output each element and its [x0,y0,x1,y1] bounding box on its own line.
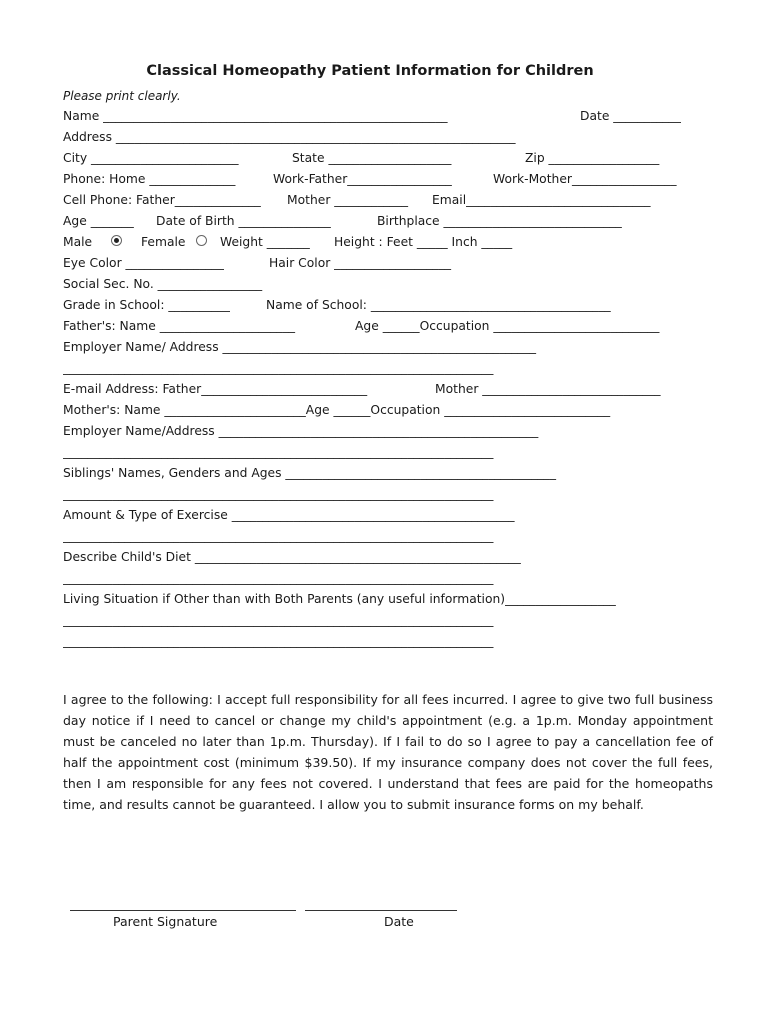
male-label: Male [63,235,93,249]
row-gender [63,235,717,255]
birthplace-field[interactable]: Birthplace _____________________________ [377,214,622,228]
address-field[interactable]: Address _________________________________________________________________ [63,130,516,144]
row-age [63,214,717,234]
row-phone [63,172,717,192]
living-situation-field[interactable]: Living Situation if Other than with Both Parents (any useful information)__________________ [63,592,616,606]
age-field[interactable]: Age _______ [63,214,134,228]
row-siblings [63,466,717,486]
blank-line[interactable]: ______________________________________________________________________ [63,487,494,501]
city-field[interactable]: City ________________________ [63,151,239,165]
row-blank-2 [63,445,717,465]
mother-name-field[interactable]: Mother's: Name _______________________Age ______Occupation ___________________________ [63,403,611,417]
row-father [63,319,717,339]
row-blank-1 [63,361,717,381]
date-field[interactable]: Date ___________ [580,109,681,123]
row-diet [63,550,717,570]
row-city [63,151,717,171]
print-instruction: Please print clearly. [63,89,181,103]
zip-field[interactable]: Zip __________________ [525,151,660,165]
row-blank-7 [63,634,717,654]
height-field[interactable]: Height : Feet _____ Inch _____ [334,235,513,249]
row-school [63,298,717,318]
blank-line[interactable]: ______________________________________________________________________ [63,634,494,648]
date-signature-line[interactable] [305,910,457,911]
row-exercise [63,508,717,528]
female-radio[interactable] [196,235,207,246]
employer-mother-field[interactable]: Employer Name/Address ____________________________________________________ [63,424,539,438]
blank-line[interactable]: ______________________________________________________________________ [63,361,494,375]
exercise-field[interactable]: Amount & Type of Exercise ______________________________________________ [63,508,515,522]
row-cell [63,193,717,213]
row-name [63,109,717,129]
row-blank-3 [63,487,717,507]
row-email [63,382,717,402]
cell-mother-field[interactable]: Mother ____________ [287,193,409,207]
blank-line[interactable]: ______________________________________________________________________ [63,571,494,585]
weight-field[interactable]: Weight _______ [220,235,310,249]
row-blank-6 [63,613,717,633]
cell-father-field[interactable]: Cell Phone: Father______________ [63,193,261,207]
work-mother-field[interactable]: Work-Mother_________________ [493,172,677,186]
row-mother [63,403,717,423]
siblings-field[interactable]: Siblings' Names, Genders and Ages ____________________________________________ [63,466,556,480]
row-living [63,592,717,612]
eye-color-field[interactable]: Eye Color ________________ [63,256,224,270]
father-name-field[interactable]: Father's: Name ______________________ [63,319,296,333]
date-signature-label: Date [384,914,414,929]
ssn-field[interactable]: Social Sec. No. _________________ [63,277,263,291]
email-field[interactable]: Email______________________________ [432,193,651,207]
blank-line[interactable]: ______________________________________________________________________ [63,445,494,459]
parent-signature-line[interactable] [70,910,296,911]
blank-line[interactable]: ______________________________________________________________________ [63,529,494,543]
hair-color-field[interactable]: Hair Color ___________________ [269,256,451,270]
work-father-field[interactable]: Work-Father_________________ [273,172,452,186]
father-age-occupation-field[interactable]: Age ______Occupation ___________________________ [355,319,660,333]
row-employer-mother [63,424,717,444]
email-mother-field[interactable]: Mother _____________________________ [435,382,661,396]
form-title: Classical Homeopathy Patient Information for Children [146,63,594,79]
agreement-text: I agree to the following: I accept full responsibility for all fees incurred. I agree to give two full business day notice if I need to cancel or change my child's appointment (e.g. a 1p.m. Monday appointment must be canceled no later than 1p.m. Thursday). If I fail to do so I agree to pay a cancellation fee of half the appointment cost (minimum $39.50). If my insurance company does not cover the full fees, then I am responsible for any fees not covered. I understand that fees are paid for the homeopaths time, and results cannot be guaranteed. I allow you to submit insurance forms on my behalf. [63,692,713,812]
email-father-field[interactable]: E-mail Address: Father___________________________ [63,382,368,396]
male-radio[interactable] [111,235,122,246]
grade-field[interactable]: Grade in School: __________ [63,298,230,312]
blank-line[interactable]: ______________________________________________________________________ [63,613,494,627]
row-employer-father [63,340,717,360]
row-blank-4 [63,529,717,549]
row-ssn [63,277,717,297]
female-label: Female [141,235,186,249]
parent-signature-label: Parent Signature [113,914,218,929]
employer-father-field[interactable]: Employer Name/ Address ___________________________________________________ [63,340,537,354]
state-field[interactable]: State ____________________ [292,151,452,165]
school-field[interactable]: Name of School: _______________________________________ [266,298,611,312]
row-address [63,130,717,150]
row-eye [63,256,717,276]
phone-home-field[interactable]: Phone: Home ______________ [63,172,236,186]
diet-field[interactable]: Describe Child's Diet _____________________________________________________ [63,550,521,564]
dob-field[interactable]: Date of Birth _______________ [156,214,331,228]
name-field[interactable]: Name ________________________________________________________ [63,109,448,123]
row-blank-5 [63,571,717,591]
